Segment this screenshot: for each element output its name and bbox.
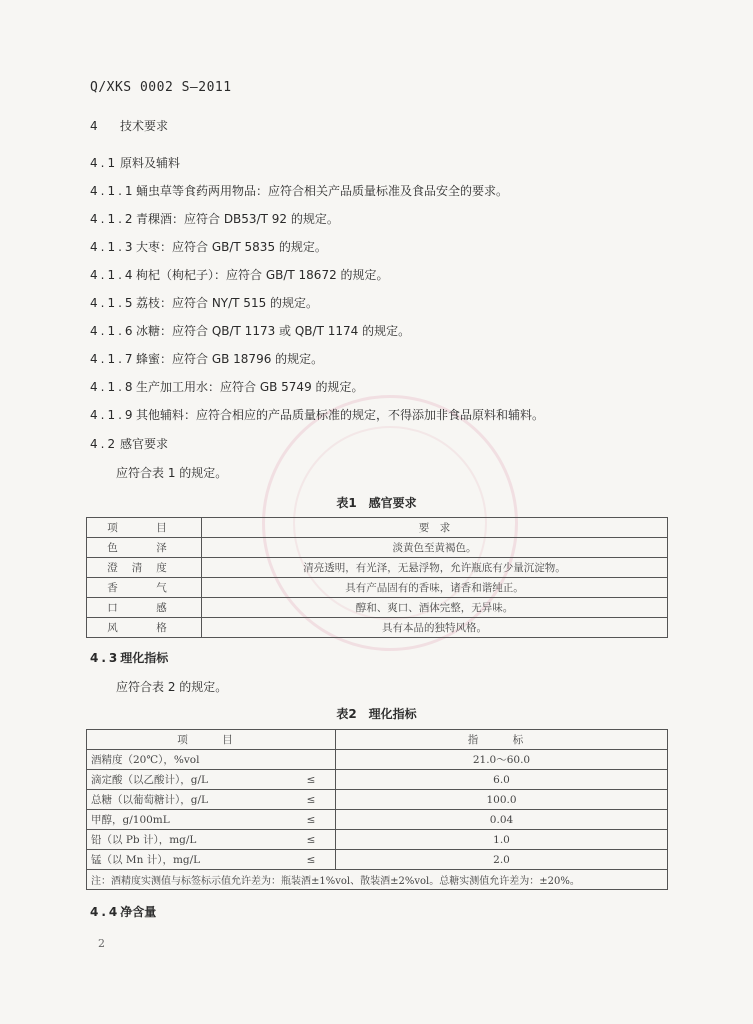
clause-4-1-5: 4.1.5荔枝：应符合 NY/T 515 的规定。 bbox=[90, 296, 319, 310]
table-header-row bbox=[87, 730, 668, 750]
table-header-cell: 项 目 bbox=[87, 518, 202, 538]
table-row: 口 感 醇和、爽口、酒体完整，无异味。 bbox=[87, 598, 668, 618]
section-4-2-intro: 应符合表 1 的规定。 bbox=[116, 466, 228, 480]
table-note: 注：酒精度实测值与标签标示值允许差为：瓶装酒±1%vol、散装酒±2%vol。总糖实测值允许差为：±20%。 bbox=[87, 870, 668, 890]
table-row: 总糖（以葡萄糖计），g/L ≤ 100.0 bbox=[87, 790, 668, 810]
section-4-1-heading: 4.1 原料及辅料 bbox=[90, 156, 181, 170]
sensory-requirements-table bbox=[86, 517, 668, 638]
section-4-3-intro: 应符合表 2 的规定。 bbox=[116, 680, 228, 694]
table-1-caption: 表1 感官要求 bbox=[336, 496, 417, 510]
clause-4-1-3: 4.1.3大枣：应符合 GB/T 5835 的规定。 bbox=[90, 240, 327, 254]
table-row: 甲醇，g/100mL ≤ 0.04 bbox=[87, 810, 668, 830]
table-row: 酒精度（20℃），%vol 21.0～60.0 bbox=[87, 750, 668, 770]
table-header-cell: 要 求 bbox=[202, 518, 668, 538]
clause-4-1-2: 4.1.2青稞酒：应符合 DB53/T 92 的规定。 bbox=[90, 212, 339, 226]
clause-4-1-9: 4.1.9其他辅料：应符合相应的产品质量标准的规定，不得添加非食品原料和辅料。 bbox=[90, 408, 545, 422]
section-4-4-heading: 4.4净含量 bbox=[90, 905, 157, 919]
physicochemical-indicators-table bbox=[86, 729, 668, 890]
clause-4-1-4: 4.1.4枸杞（枸杞子）：应符合 GB/T 18672 的规定。 bbox=[90, 268, 389, 282]
table-header-cell: 指 标 bbox=[336, 730, 668, 750]
section-4-2-heading: 4.2 感官要求 bbox=[90, 437, 169, 451]
table-note-row bbox=[87, 870, 668, 890]
table-row: 锰（以 Mn 计），mg/L ≤ 2.0 bbox=[87, 850, 668, 870]
clause-4-1-1: 4.1.1蛹虫草等食药两用物品：应符合相关产品质量标准及食品安全的要求。 bbox=[90, 184, 509, 198]
table-row: 滴定酸（以乙酸计），g/L ≤ 6.0 bbox=[87, 770, 668, 790]
table-row: 澄清度 清亮透明，有光泽，无悬浮物，允许瓶底有少量沉淀物。 bbox=[87, 558, 668, 578]
table-header-cell: 项 目 bbox=[87, 730, 336, 750]
clause-4-1-7: 4.1.7蜂蜜：应符合 GB 18796 的规定。 bbox=[90, 352, 324, 366]
clause-4-1-6: 4.1.6冰糖：应符合 QB/T 1173 或 QB/T 1174 的规定。 bbox=[90, 324, 411, 338]
document-code: Q/XKS 0002 S—2011 bbox=[90, 80, 232, 95]
table-row: 香 气 具有产品固有的香味，诸香和谐纯正。 bbox=[87, 578, 668, 598]
section-4-heading: 4 技术要求 bbox=[90, 119, 169, 133]
table-2-caption: 表2 理化指标 bbox=[336, 707, 417, 721]
page-number: 2 bbox=[98, 937, 105, 950]
table-header-row bbox=[87, 518, 668, 538]
table-row: 风 格 具有本品的独特风格。 bbox=[87, 618, 668, 638]
table-row: 铅（以 Pb 计），mg/L ≤ 1.0 bbox=[87, 830, 668, 850]
table-row: 色 泽 淡黄色至黄褐色。 bbox=[87, 538, 668, 558]
clause-4-1-8: 4.1.8生产加工用水：应符合 GB 5749 的规定。 bbox=[90, 380, 364, 394]
section-4-3-heading: 4.3理化指标 bbox=[90, 651, 169, 665]
